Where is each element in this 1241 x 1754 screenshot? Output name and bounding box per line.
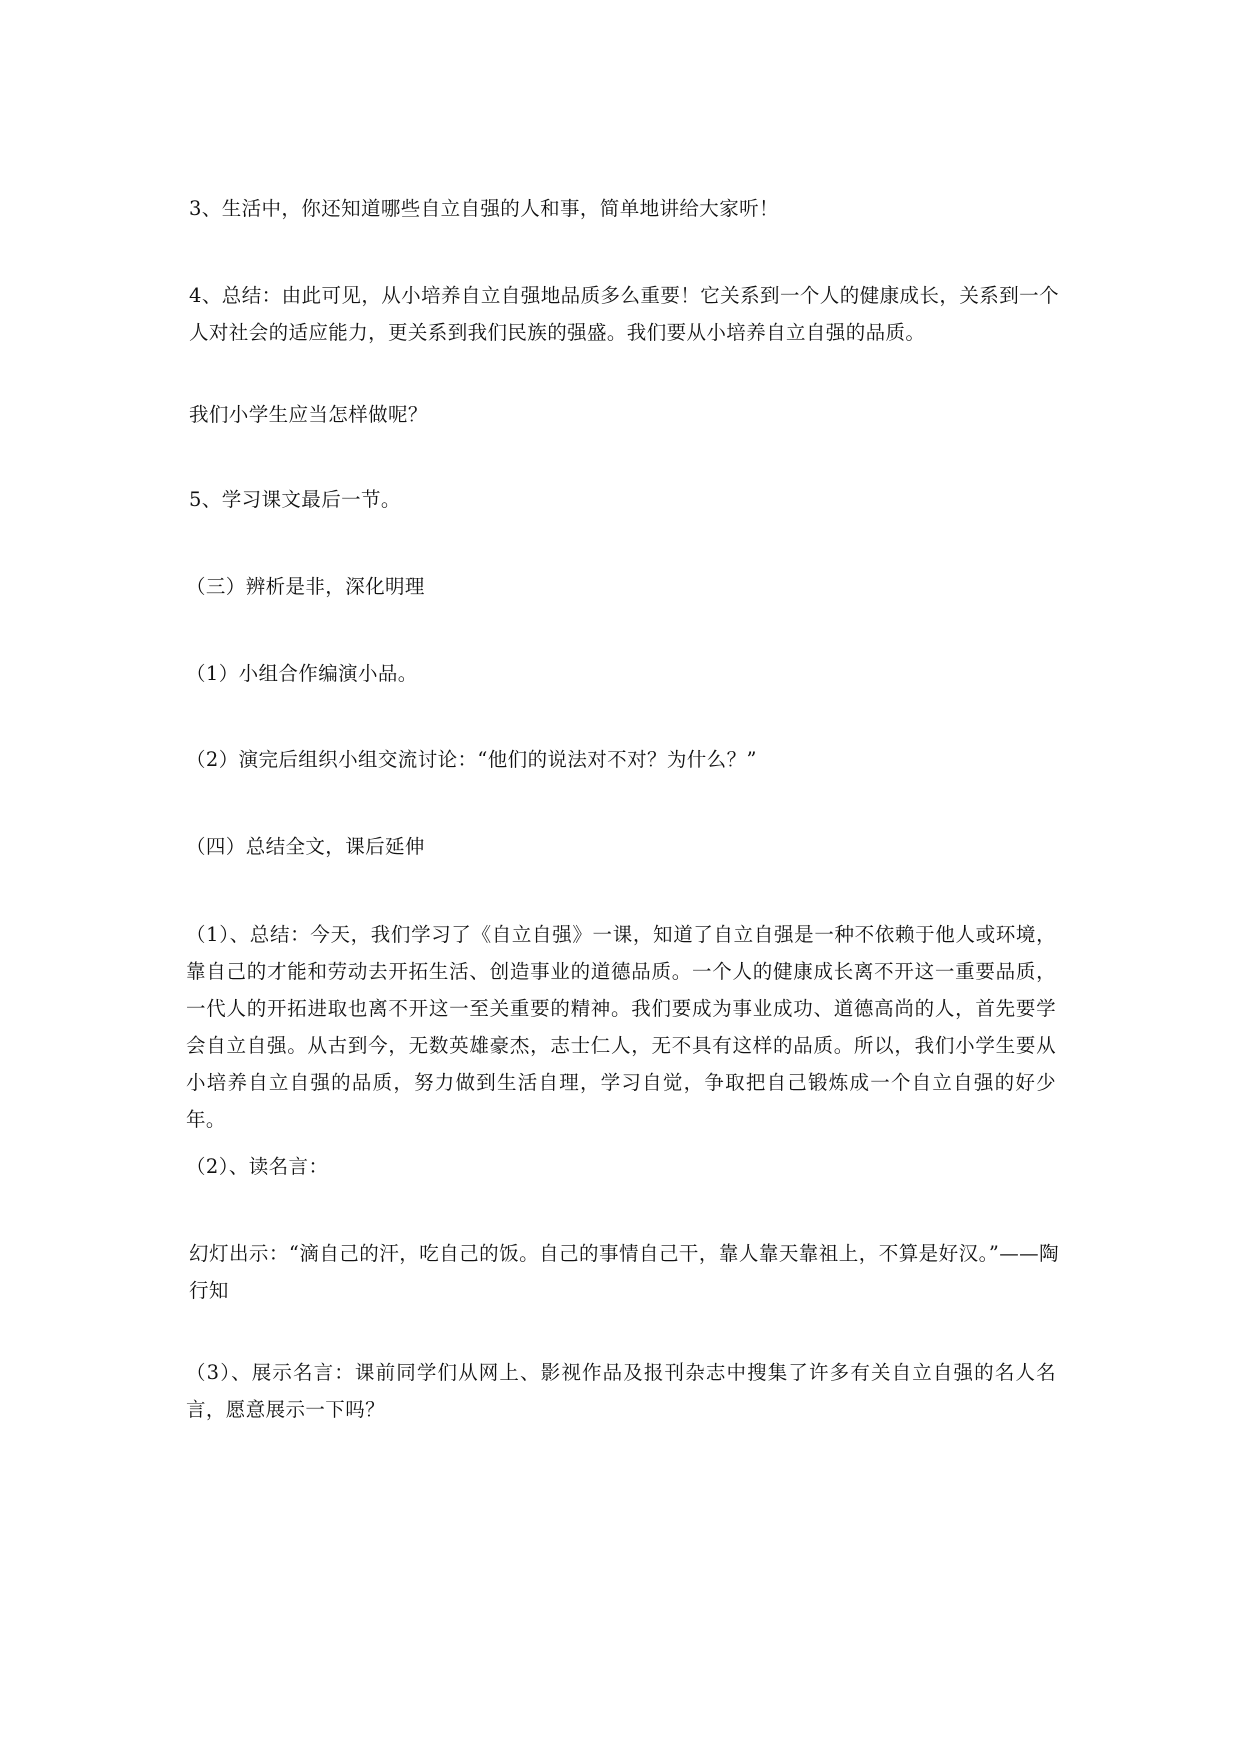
paragraph-show-quotes: （3）、展示名言：课前同学们从网上、影视作品及报刊杂志中搜集了许多有关自立自强的名人名言，愿意展示一下吗？ <box>186 1361 1056 1421</box>
paragraph-3: 3、生活中，你还知道哪些自立自强的人和事，简单地讲给大家听！ <box>189 197 779 220</box>
paragraph-discussion: （2）演完后组织小组交流讨论：“他们的说法对不对？为什么？” <box>186 748 757 771</box>
paragraph-final-summary: （1）、总结：今天，我们学习了《自立自强》一课，知道了自立自强是一种不依赖于他人或环境，靠自己的才能和劳动去开拓生活、创造事业的道德品质。一个人的健康成长离不开这一重要品质，一代人的开拓进取也离不开这一至关重要的精神。我们要成为事业成功、道德高尚的人，首先要学会自立自强。从古到今，无数英雄豪杰，志士仁人，无不具有这样的品质。所以，我们小学生要从小培养自立自强的品质，努力做到生活自理，学习自觉，争取把自己锻炼成一个自立自强的好少年。 <box>186 923 1056 1131</box>
paragraph-question: 我们小学生应当怎样做呢？ <box>189 403 428 426</box>
section-heading-3: （三）辨析是非，深化明理 <box>186 575 425 598</box>
paragraph-group-work: （1）小组合作编演小品。 <box>186 662 418 685</box>
paragraph-4-summary: 4、总结：由此可见，从小培养自立自强地品质多么重要！它关系到一个人的健康成长，关系到一个人对社会的适应能力，更关系到我们民族的强盛。我们要从小培养自立自强的品质。 <box>189 284 1059 344</box>
section-heading-4: （四）总结全文，课后延伸 <box>186 835 425 858</box>
paragraph-read-quotes: （2）、读名言： <box>186 1155 329 1178</box>
paragraph-slide-quote: 幻灯出示：“滴自己的汗，吃自己的饭。自己的事情自己干，靠人靠天靠祖上，不算是好汉。”——陶行知 <box>189 1242 1059 1302</box>
paragraph-5: 5、学习课文最后一节。 <box>189 488 401 511</box>
